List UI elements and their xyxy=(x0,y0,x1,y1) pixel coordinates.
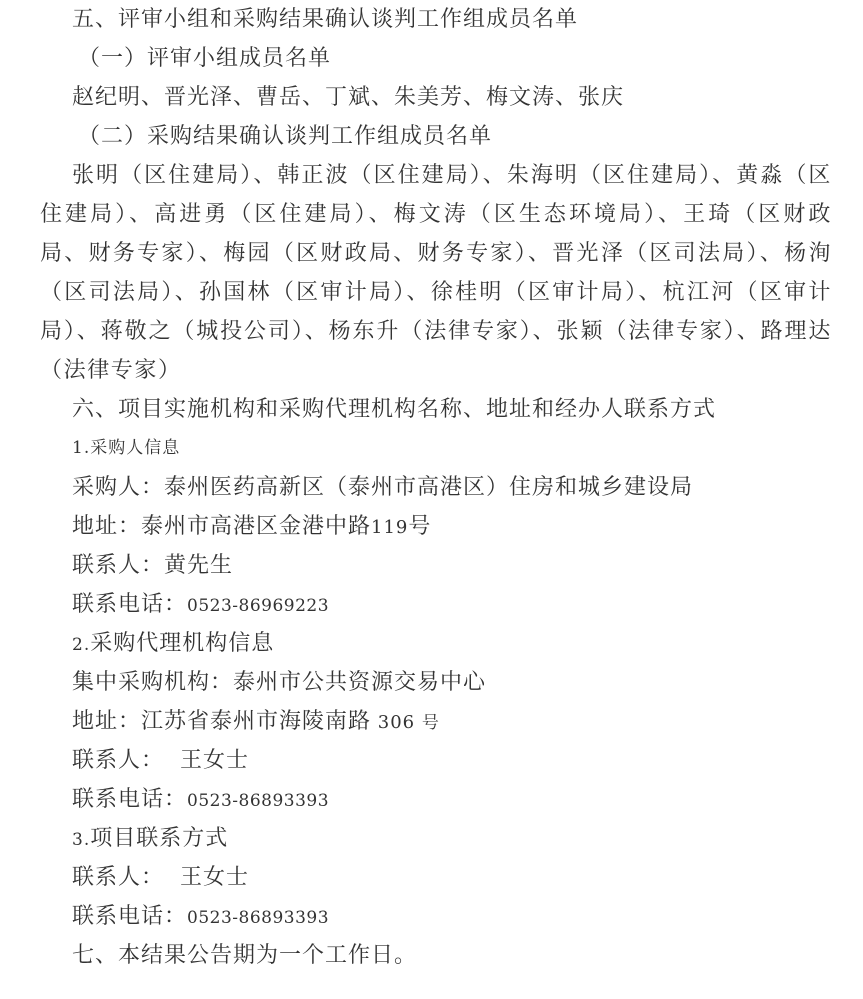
section-7-heading: 七、本结果公告期为一个工作日。 xyxy=(72,943,418,968)
document-body xyxy=(40,0,832,975)
project-phone: 0523-86893393 xyxy=(187,908,330,928)
review-team-members: 赵纪明、晋光泽、曹岳、丁斌、朱美芳、梅文涛、张庆 xyxy=(72,85,625,110)
project-heading-text: 项目联系方式 xyxy=(90,826,229,851)
agency-info-heading xyxy=(40,624,832,663)
project-phone-label: 联系电话： xyxy=(72,904,188,929)
buyer-phone: 0523-86969223 xyxy=(187,596,330,616)
agency-contact: 联系人： 王女士 xyxy=(72,748,249,773)
agency-name: 集中采购机构：泰州市公共资源交易中心 xyxy=(72,670,487,695)
agency-address-number: 306 xyxy=(371,712,422,733)
project-contact-heading xyxy=(40,819,832,858)
agency-heading-text: 采购代理机构信息 xyxy=(90,631,275,656)
buyer-address xyxy=(40,507,832,546)
agency-phone: 0523-86893393 xyxy=(187,791,330,811)
project-heading-number: 3. xyxy=(72,830,91,850)
section-5-heading: 五、评审小组和采购结果确认谈判工作组成员名单 xyxy=(72,7,579,32)
agency-address-suffix: 号 xyxy=(421,713,440,733)
section-6-heading: 六、项目实施机构和采购代理机构名称、地址和经办人联系方式 xyxy=(72,397,717,422)
agency-address xyxy=(40,702,832,741)
section-5-subheading-2: （二）采购结果确认谈判工作组成员名单 xyxy=(78,124,493,149)
section-5-subheading-1: （一）评审小组成员名单 xyxy=(78,46,332,71)
buyer-phone-label: 联系电话： xyxy=(72,592,188,617)
buyer-name: 采购人：泰州医药高新区（泰州市高港区）住房和城乡建设局 xyxy=(72,475,694,500)
agency-phone-label: 联系电话： xyxy=(72,787,188,812)
project-contact: 联系人： 王女士 xyxy=(72,865,249,890)
buyer-info-heading: 1.采购人信息 xyxy=(72,438,181,458)
buyer-address-suffix: 号 xyxy=(408,514,432,539)
negotiation-team-members: 张明（区住建局）、韩正波（区住建局）、朱海明（区住建局）、黄淼（区住建局）、高进勇（区住建局）、梅文涛（区生态环境局）、王琦（区财政局、财务专家）、梅园（区财政局、财务专家）、晋光泽（区司法局）、杨洵（区司法局）、孙国林（区审计局）、徐桂明（区审计局）、杭江河（区审计局）、蒋敬之（城投公司）、杨东升（法律专家）、张颖（法律专家）、路理达（法律专家） xyxy=(40,163,832,383)
agency-address-label: 地址：江苏省泰州市海陵南路 xyxy=(72,709,372,734)
project-phone-row xyxy=(40,897,832,936)
buyer-phone-row xyxy=(40,585,832,624)
agency-heading-number: 2. xyxy=(72,635,91,655)
buyer-address-number: 119 xyxy=(371,517,409,538)
buyer-contact: 联系人：黄先生 xyxy=(72,553,234,578)
agency-phone-row xyxy=(40,780,832,819)
buyer-address-label: 地址：泰州市高港区金港中路 xyxy=(72,514,372,539)
